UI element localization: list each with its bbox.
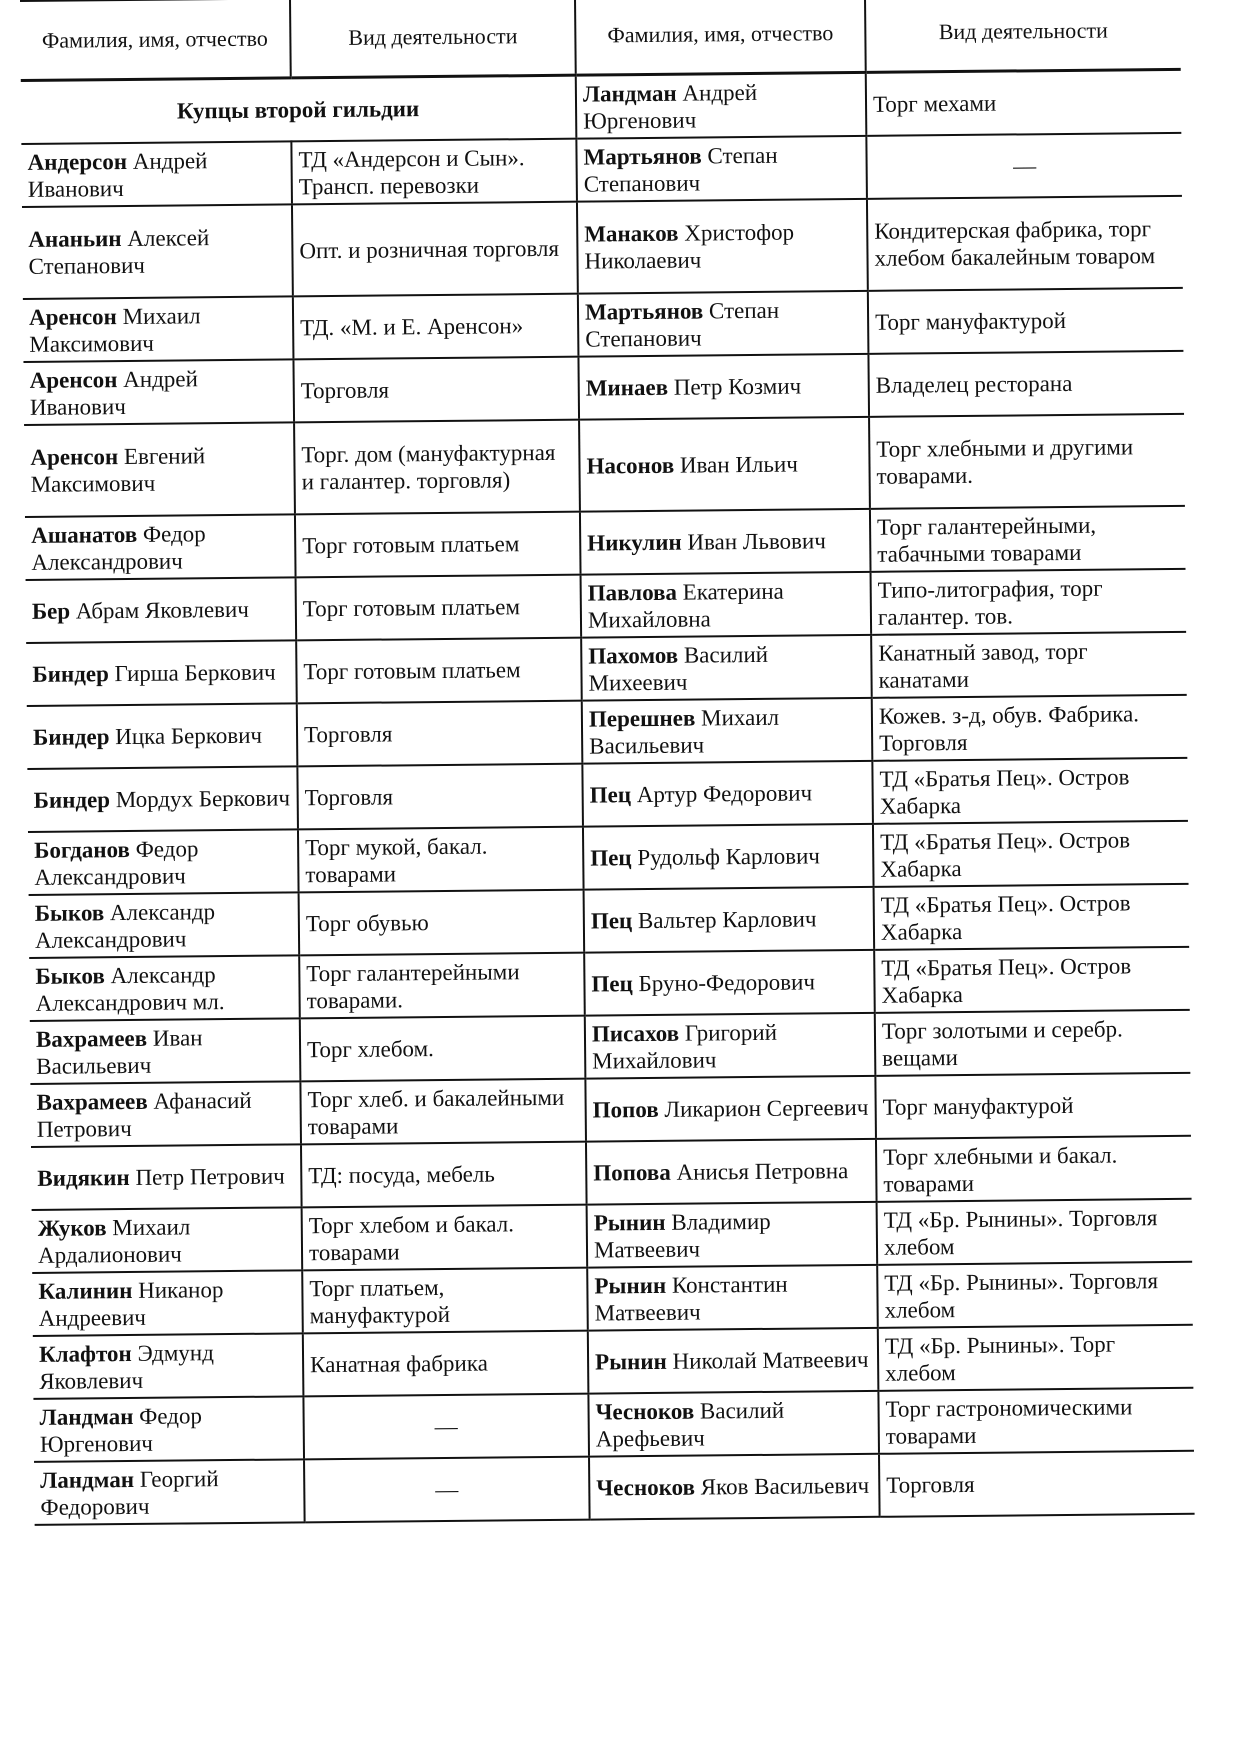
table-row bbox=[29, 883, 1190, 957]
given-names: Рудольф Карлович bbox=[631, 843, 821, 871]
name-cell-left bbox=[26, 577, 297, 643]
given-names: Александр Александрович bbox=[34, 898, 216, 953]
name-cell-left bbox=[23, 296, 294, 362]
activity-cell-right: Кожев. з-д, обув. Фабрика. Торговля bbox=[872, 694, 1188, 760]
given-names: Анисья Петровна bbox=[670, 1158, 849, 1185]
table-row bbox=[23, 287, 1184, 361]
given-names: Ликарион Сергеевич bbox=[658, 1094, 869, 1122]
given-names: Иван Львович bbox=[681, 528, 826, 555]
surname: Писахов bbox=[591, 1020, 680, 1047]
surname: Пец bbox=[591, 971, 633, 997]
name-cell-left bbox=[21, 141, 292, 207]
activity-cell-left: ТД «Андерсон и Сын». Трансп. перевозки bbox=[291, 138, 577, 204]
activity-cell-left: Канатная фабрика bbox=[303, 1330, 589, 1396]
name-cell-right bbox=[582, 697, 873, 763]
table-row bbox=[28, 820, 1189, 894]
table-row bbox=[21, 132, 1182, 206]
name-cell-right bbox=[585, 1075, 876, 1141]
given-names: Мордух Беркович bbox=[109, 785, 291, 813]
name-cell-right bbox=[588, 1327, 879, 1393]
given-names: Михаил Максимович bbox=[29, 302, 201, 357]
given-names: Абрам Яковлевич bbox=[69, 596, 249, 624]
given-names: Петр Петрович bbox=[129, 1163, 285, 1191]
document-page bbox=[20, 0, 1195, 1525]
given-names: Андрей Иванович bbox=[27, 147, 208, 202]
activity-cell-left: Торг обувью bbox=[299, 889, 585, 955]
given-names: Василий Арефьевич bbox=[595, 1397, 785, 1452]
activity-cell-left: Торг платьем, мануфактурой bbox=[302, 1267, 588, 1333]
name-cell-right bbox=[585, 1012, 876, 1078]
activity-cell-right: Владелец ресторана bbox=[868, 350, 1184, 416]
surname: Быков bbox=[34, 899, 105, 926]
surname: Минаев bbox=[585, 374, 669, 401]
surname: Ландман bbox=[582, 80, 677, 107]
given-names: Степан Степанович bbox=[585, 297, 780, 352]
activity-cell-right: Торговля bbox=[879, 1450, 1195, 1516]
surname: Аренсон bbox=[28, 303, 117, 330]
surname: Богданов bbox=[34, 836, 131, 863]
table-row bbox=[26, 631, 1187, 705]
surname: Вахрамеев bbox=[36, 1088, 148, 1115]
given-names: Андрей Иванович bbox=[29, 365, 198, 420]
table-row bbox=[21, 69, 1182, 143]
table-row bbox=[22, 195, 1183, 298]
surname: Перешнев bbox=[588, 705, 696, 732]
activity-cell-right: ТД «Братья Пец». Остров Хабарка bbox=[874, 946, 1190, 1012]
surname: Калинин bbox=[38, 1277, 133, 1304]
given-names: Петр Козмич bbox=[667, 373, 802, 400]
name-cell-left bbox=[25, 514, 296, 580]
given-names: Христофор Николаевич bbox=[584, 219, 795, 274]
activity-cell-right: Торг галантерейными, табачными товарами bbox=[870, 505, 1186, 571]
activity-cell-left: Торг. дом (мануфактурная и галантер. торговля) bbox=[294, 419, 580, 514]
given-names: Александр Александрович мл. bbox=[35, 961, 225, 1016]
table-row bbox=[24, 413, 1185, 516]
name-cell-left bbox=[30, 1018, 301, 1084]
table-row bbox=[23, 350, 1184, 424]
activity-cell-left: Торг хлеб. и бакалейными товарами bbox=[300, 1078, 586, 1144]
name-cell-right bbox=[581, 571, 872, 637]
name-cell-left bbox=[29, 955, 300, 1021]
table-row bbox=[26, 568, 1187, 642]
activity-cell-right: ТД «Братья Пец». Остров Хабарка bbox=[872, 757, 1188, 823]
given-names: Иван Васильевич bbox=[36, 1024, 203, 1079]
table-row bbox=[34, 1450, 1195, 1524]
surname: Ашанатов bbox=[31, 521, 138, 548]
surname: Рынин bbox=[594, 1272, 667, 1299]
table-row bbox=[30, 1009, 1191, 1083]
given-names: Федор Юргенович bbox=[39, 1402, 203, 1457]
given-names: Алексей Степанович bbox=[28, 225, 210, 279]
surname: Андерсон bbox=[27, 148, 128, 175]
name-cell-right bbox=[587, 1264, 878, 1330]
name-cell-right bbox=[584, 886, 875, 952]
table-header-row bbox=[20, 0, 1181, 80]
activity-cell-right: ТД «Братья Пец». Остров Хабарка bbox=[874, 883, 1190, 949]
name-cell-left bbox=[32, 1270, 303, 1336]
given-names: Афанасий Петрович bbox=[36, 1087, 252, 1142]
header-activity-right: Вид деятельности bbox=[865, 0, 1181, 72]
given-names: Эдмунд Яковлевич bbox=[39, 1339, 214, 1394]
given-names: Вальтер Карлович bbox=[632, 906, 817, 934]
name-cell-right bbox=[579, 416, 870, 511]
table-row bbox=[33, 1387, 1194, 1461]
name-cell-left bbox=[22, 204, 293, 299]
surname: Аренсон bbox=[30, 444, 119, 470]
name-cell-left bbox=[29, 892, 300, 958]
surname: Чесноков bbox=[596, 1474, 696, 1501]
name-cell-left bbox=[27, 703, 298, 769]
activity-cell-right: Торг мехами bbox=[866, 69, 1182, 135]
given-names: Артур Федорович bbox=[630, 780, 813, 808]
name-cell-right bbox=[576, 135, 867, 201]
name-cell-right bbox=[581, 634, 872, 700]
activity-cell-right: Торг хлебными и другими товарами. bbox=[869, 413, 1185, 508]
activity-cell-right: ТД «Бр. Рынины». Торговля хлебом bbox=[877, 1261, 1193, 1327]
name-cell-left bbox=[24, 422, 295, 517]
table-row bbox=[32, 1198, 1193, 1272]
given-names: Бруно-Федорович bbox=[632, 969, 816, 997]
surname: Рынин bbox=[594, 1348, 667, 1375]
activity-cell-right: ТД «Бр. Рынины». Торговля хлебом bbox=[877, 1198, 1193, 1264]
activity-cell-left: Торг хлебом и бакал. товарами bbox=[302, 1204, 588, 1270]
given-names: Михаил Ардалионович bbox=[37, 1213, 191, 1268]
header-name-left: Фамилия, имя, отчество bbox=[20, 0, 291, 80]
activity-cell-right: Торг гастрономическими товарами bbox=[878, 1387, 1194, 1453]
name-cell-right bbox=[576, 72, 867, 138]
activity-cell-left: ТД. «М. и Е. Аренсон» bbox=[293, 293, 579, 359]
given-names: Яков Васильевич bbox=[694, 1472, 870, 1500]
activity-cell-right: Канатный завод, торг канатами bbox=[871, 631, 1187, 697]
surname: Пец bbox=[590, 908, 633, 934]
activity-cell-left: Торг готовым платьем bbox=[296, 637, 582, 703]
activity-cell-right: Кондитерская фабрика, торг хлебом бакалейным товаром bbox=[867, 195, 1183, 290]
name-cell-right bbox=[578, 290, 869, 356]
name-cell-right bbox=[588, 1390, 879, 1456]
surname: Биндер bbox=[32, 661, 109, 687]
surname: Рынин bbox=[593, 1209, 666, 1236]
activity-cell-left: Опт. и розничная торговля bbox=[292, 201, 578, 296]
table-row bbox=[30, 1072, 1191, 1146]
table-row bbox=[27, 694, 1188, 768]
name-cell-right bbox=[586, 1138, 877, 1204]
table-row bbox=[27, 757, 1188, 831]
activity-cell-left: — bbox=[303, 1393, 589, 1459]
header-activity-left: Вид деятельности bbox=[290, 0, 576, 78]
given-names: Федор Александрович bbox=[34, 835, 199, 890]
name-cell-left bbox=[34, 1459, 305, 1525]
surname: Бер bbox=[31, 598, 71, 624]
name-cell-right bbox=[587, 1201, 878, 1267]
merchants-table bbox=[20, 0, 1195, 1525]
surname: Жуков bbox=[37, 1214, 107, 1241]
activity-cell-left: Торг хлебом. bbox=[300, 1015, 586, 1081]
table-row bbox=[33, 1324, 1194, 1398]
name-cell-right bbox=[582, 760, 873, 826]
name-cell-left bbox=[33, 1333, 304, 1399]
given-names: Степан Степанович bbox=[583, 142, 778, 197]
surname: Ландман bbox=[40, 1466, 135, 1493]
section-title: Купцы второй гильдии bbox=[21, 75, 577, 143]
surname: Ландман bbox=[39, 1403, 134, 1430]
name-cell-right bbox=[577, 198, 868, 293]
surname: Попов bbox=[592, 1096, 659, 1123]
name-cell-right bbox=[578, 353, 869, 419]
surname: Павлова bbox=[587, 579, 678, 606]
activity-cell-right: Торг золотыми и серебр. вещами bbox=[875, 1009, 1191, 1075]
activity-cell-left: Торг готовым платьем bbox=[296, 574, 582, 640]
table-row bbox=[29, 946, 1190, 1020]
name-cell-right bbox=[584, 949, 875, 1015]
given-names: Георгий Федорович bbox=[40, 1465, 219, 1520]
activity-cell-left: Торг мукой, бакал. товарами bbox=[298, 826, 584, 892]
name-cell-left bbox=[28, 829, 299, 895]
activity-cell-left: Торг готовым платьем bbox=[295, 511, 581, 577]
activity-cell-right: Типо-литография, торг галантер. тов. bbox=[871, 568, 1187, 634]
given-names: Николай Матвеевич bbox=[666, 1346, 869, 1374]
given-names: Григорий Михайлович bbox=[592, 1019, 778, 1074]
activity-cell-left: Торговля bbox=[297, 763, 583, 829]
name-cell-left bbox=[23, 359, 294, 425]
surname: Биндер bbox=[32, 724, 110, 750]
surname: Биндер bbox=[33, 787, 111, 813]
surname: Чесноков bbox=[595, 1398, 695, 1425]
given-names: Евгений Максимович bbox=[30, 443, 206, 497]
given-names: Константин Матвеевич bbox=[594, 1271, 788, 1326]
given-names: Михаил Васильевич bbox=[589, 704, 780, 759]
activity-cell-left: Торговля bbox=[293, 356, 579, 422]
activity-cell-right: Торг мануфактурой bbox=[868, 287, 1184, 353]
given-names: Иван Ильич bbox=[674, 451, 798, 478]
activity-cell-left: Торг галантерейными товарами. bbox=[299, 952, 585, 1018]
surname: Аренсон bbox=[29, 366, 118, 393]
given-names: Василий Михеевич bbox=[588, 641, 769, 696]
surname: Клафтон bbox=[38, 1340, 132, 1367]
activity-cell-left: ТД: посуда, мебель bbox=[301, 1141, 587, 1207]
name-cell-right bbox=[589, 1453, 880, 1519]
activity-cell-right: Торг хлебными и бакал. товарами bbox=[876, 1135, 1192, 1201]
table-row bbox=[31, 1135, 1192, 1209]
activity-cell-left: — bbox=[304, 1456, 590, 1522]
name-cell-left bbox=[32, 1207, 303, 1273]
surname: Манаков bbox=[584, 220, 679, 247]
surname: Быков bbox=[35, 962, 105, 989]
given-names: Никанор Андреевич bbox=[38, 1276, 224, 1331]
surname: Никулин bbox=[587, 529, 682, 556]
surname: Мартьянов bbox=[584, 297, 704, 325]
name-cell-left bbox=[26, 640, 297, 706]
name-cell-right bbox=[580, 508, 871, 574]
activity-cell-right: Торг мануфактурой bbox=[875, 1072, 1191, 1138]
given-names: Федор Александрович bbox=[31, 520, 206, 575]
surname: Пец bbox=[590, 845, 632, 871]
given-names: Гирша Беркович bbox=[108, 659, 276, 687]
name-cell-left bbox=[33, 1396, 304, 1462]
activity-cell-right: — bbox=[866, 132, 1182, 198]
name-cell-left bbox=[27, 766, 298, 832]
surname: Вахрамеев bbox=[35, 1025, 148, 1052]
activity-cell-left: Торговля bbox=[297, 700, 583, 766]
table-row bbox=[25, 505, 1186, 579]
surname: Попова bbox=[593, 1159, 671, 1186]
header-name-right: Фамилия, имя, отчество bbox=[575, 0, 866, 75]
given-names: Екатерина Михайловна bbox=[587, 578, 784, 633]
activity-cell-right: ТД «Братья Пец». Остров Хабарка bbox=[873, 820, 1189, 886]
surname: Мартьянов bbox=[583, 142, 702, 170]
surname: Насонов bbox=[586, 452, 675, 479]
surname: Пахомов bbox=[588, 642, 679, 669]
given-names: Владимир Матвеевич bbox=[593, 1208, 771, 1263]
surname: Пец bbox=[589, 782, 632, 808]
given-names: Андрей Юргенович bbox=[583, 79, 758, 134]
given-names: Ицка Беркович bbox=[109, 722, 263, 750]
surname: Ананьин bbox=[28, 226, 122, 252]
activity-cell-right: ТД «Бр. Рынины». Торг хлебом bbox=[878, 1324, 1194, 1390]
name-cell-right bbox=[583, 823, 874, 889]
table-row bbox=[32, 1261, 1193, 1335]
name-cell-left bbox=[30, 1081, 301, 1147]
surname: Видякин bbox=[37, 1165, 130, 1191]
name-cell-left bbox=[31, 1144, 302, 1210]
table-body bbox=[21, 69, 1195, 1524]
